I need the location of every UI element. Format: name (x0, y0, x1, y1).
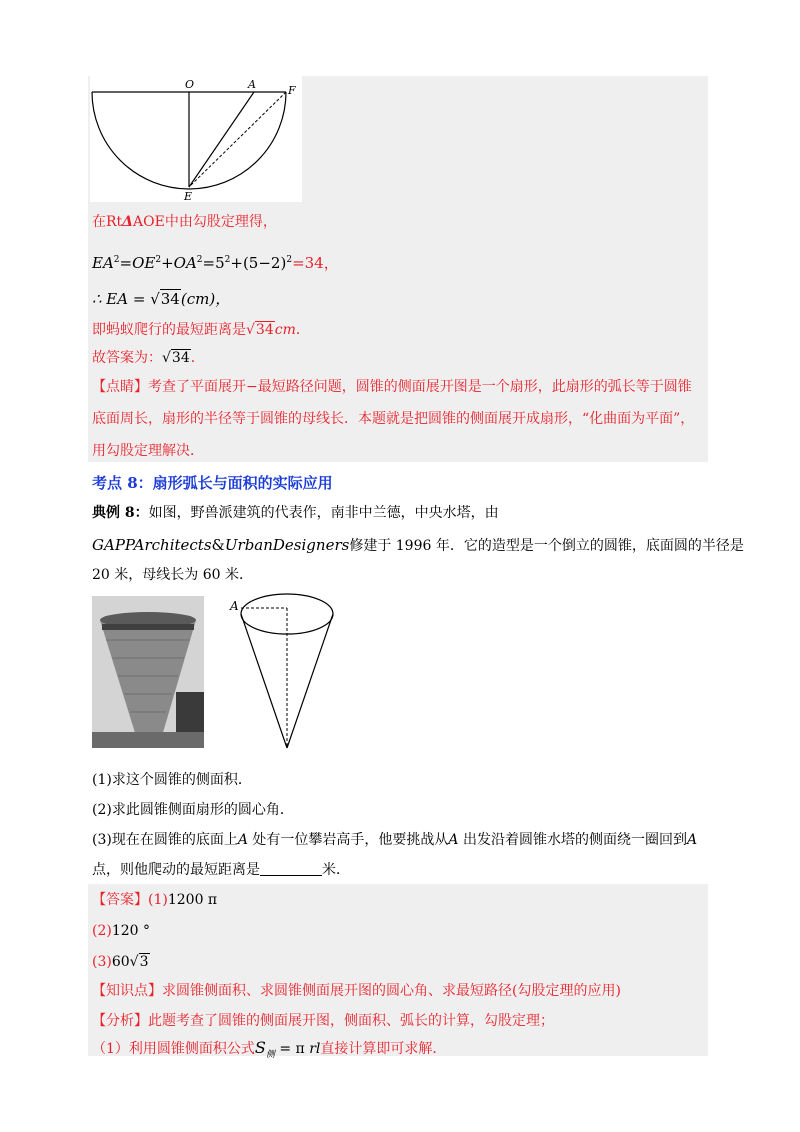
answer-line-1: 【答案】(1)1200 π (92, 892, 218, 908)
solution-line-3: ∴ EA = √34(cm)， (92, 290, 231, 308)
answer-line-2: (2)120 ° (92, 923, 151, 939)
semicircle-figure (90, 76, 302, 202)
tip-line-3: 用勾股定理解决． (92, 443, 204, 459)
example-line-2: GAPPArchitects&UrbanDesigners修建于 1996 年．它的造型是一个倒立的圆锥，底面圆的半径是 (92, 536, 744, 554)
question-3-line-1: (3)现在在圆锥的底面上A 处有一位攀岩高手，他要挑战从A 出发沿着圆锥水塔的侧面绕一圈回到A (92, 832, 698, 848)
label-a: A (248, 78, 256, 91)
question-2: (2)求此圆锥侧面扇形的圆心角． (92, 802, 294, 818)
answer-line-3: (3)60√3 (92, 954, 149, 970)
analysis: 【分析】此题考查了圆锥的侧面展开图，侧面积、弧长的计算，勾股定理； (92, 1013, 554, 1029)
solution-line-4: 即蚂蚁爬行的最短距离是√34cm． (92, 322, 310, 338)
question-1: (1)求这个圆锥的侧面积． (92, 772, 252, 788)
label-o: O (185, 78, 195, 91)
tip-line-2: 底面周长，扇形的半径等于圆锥的母线长．本题就是把圆锥的侧面展开成扇形，“化曲面为平面”， (92, 411, 695, 427)
solution-line-5: 故答案为：√34． (92, 350, 205, 366)
example-line-3: 20 米，母线长为 60 米． (92, 567, 253, 583)
tip-line-1: 【点睛】考查了平面展开−最短路径问题，圆锥的侧面展开图是一个扇形，此扇形的弧长等于圆锥 (92, 379, 692, 395)
example-line-1: 典例 8：如图，野兽派建筑的代表作，南非中兰德，中央水塔，由 (92, 505, 499, 521)
water-tower-photo (92, 596, 204, 748)
cone-figure (228, 590, 340, 754)
knowledge-point: 【知识点】求圆锥侧面积、求圆锥侧面展开图的圆心角、求最短路径(勾股定理的应用) (92, 983, 621, 999)
analysis-step-1: （1）利用圆锥侧面积公式$S_侧 = \pi$ rl直接计算即可求解． (92, 1038, 447, 1060)
answer-blank (260, 861, 322, 876)
solution-line-1: 在RtΔAOE中由勾股定理得， (92, 214, 277, 230)
solution-line-2: $EA^2=OE^2+OA^2=5^2+(5-2)^2=34$， (92, 254, 339, 272)
label-e: E (184, 190, 193, 202)
label-f: F (288, 84, 296, 97)
question-3-line-2: 点，则他爬动的最短距离是 米． (92, 862, 350, 878)
section-heading: 考点 8：扇形弧长与面积的实际应用 (92, 474, 333, 492)
cone-label-a: A (230, 599, 239, 613)
